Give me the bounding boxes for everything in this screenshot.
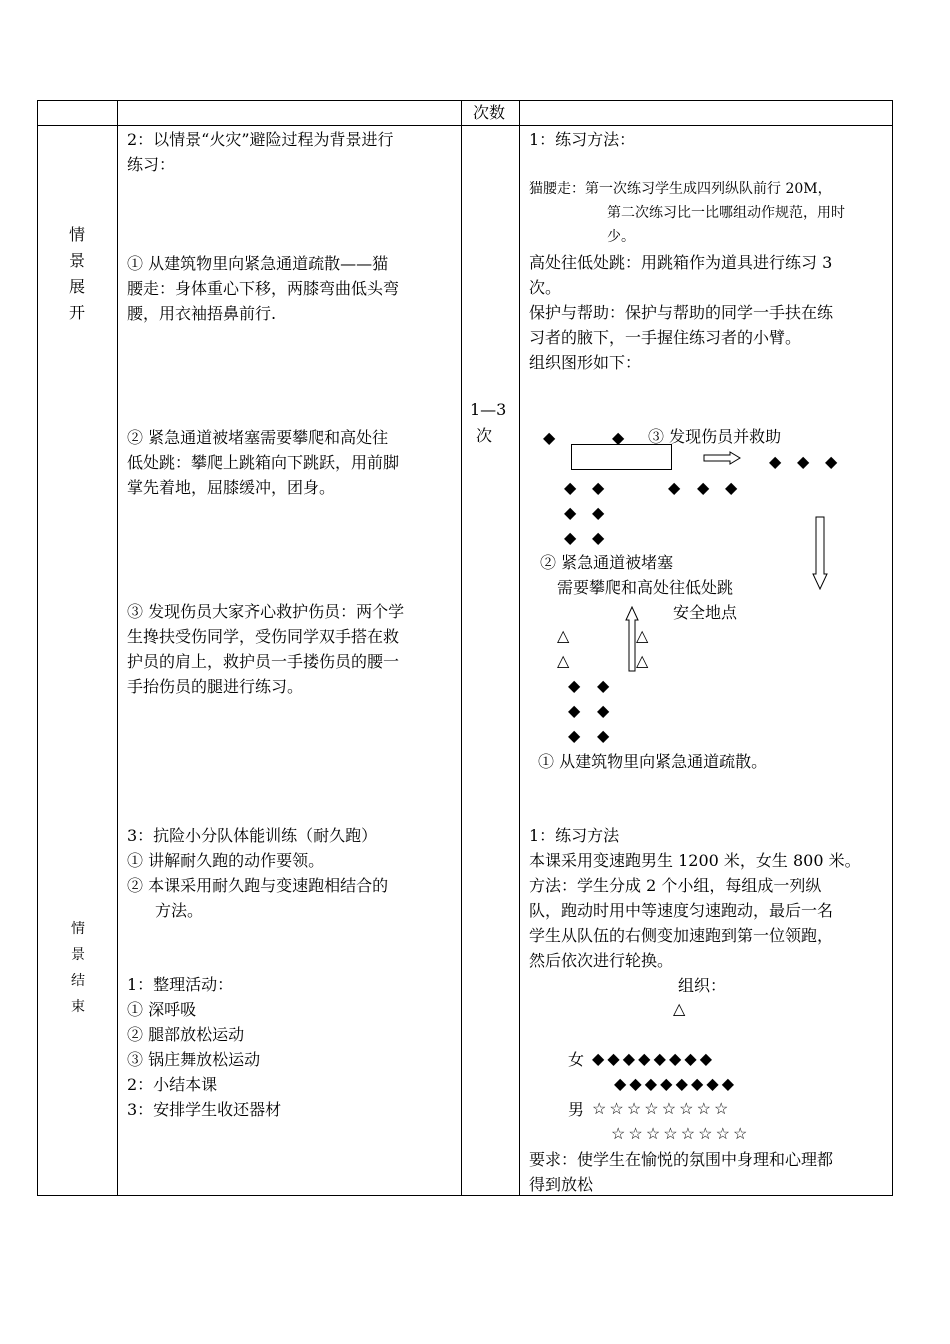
content-line: 3：安排学生收还器材 (127, 1100, 282, 1119)
content-line: ① 从建筑物里向紧急通道疏散——猫 (127, 254, 389, 273)
diamond-marker: ◆ (564, 503, 577, 522)
diamond-marker: ◆ (592, 478, 605, 497)
method-line: 队，跑动时用中等速度匀速跑动，最后一名 (529, 901, 834, 920)
diagram-label-evacuate: ① 从建筑物里向紧急通道疏散。 (538, 752, 768, 771)
male-row: ☆ ☆ ☆ ☆ ☆ ☆ ☆ ☆ (611, 1124, 748, 1143)
diamond-marker: ◆ (568, 726, 581, 745)
table-bottom-border (37, 1195, 893, 1196)
content-line: 生搀扶受伤同学，受伤同学双手搭在救 (127, 627, 400, 646)
requirement-line: 得到放松 (529, 1175, 594, 1194)
method-line: 猫腰走：第一次练习学生成四列纵队前行 20M， (529, 181, 832, 197)
content-line: ③ 锅庄舞放松运动 (127, 1050, 261, 1069)
phase-label-end: 情景结束 (71, 921, 85, 1015)
triangle-marker: △ (636, 651, 649, 670)
diamond-marker: ◆ (668, 478, 681, 497)
content-line: 2：小结本课 (127, 1075, 218, 1094)
header-times: 次数 (473, 103, 506, 122)
content-line: 护员的肩上，救护员一手搂伤员的腰一 (127, 652, 400, 671)
diagram-label-safe: 安全地点 (673, 603, 738, 622)
diamond-marker: ◆ (592, 503, 605, 522)
phase-label-start: 情景展开 (68, 225, 85, 322)
diamond-marker: ◆ (612, 428, 625, 447)
times-unit: 次 (476, 426, 493, 445)
content-line: 腰，用衣袖捂鼻前行. (127, 304, 277, 323)
diamond-marker: ◆ (597, 676, 610, 695)
times-value: 1—3 (470, 400, 507, 419)
col-border-2 (117, 100, 118, 1196)
col-border-1 (37, 100, 38, 1196)
diamond-marker: ◆ (597, 701, 610, 720)
diamond-marker: ◆ (592, 528, 605, 547)
method-line: 少。 (607, 229, 635, 245)
col-border-4 (519, 100, 520, 1196)
diamond-marker: ◆ (769, 452, 782, 471)
diagram-label-climb: 需要攀爬和高处往低处跳 (557, 578, 734, 597)
org-label: 组织： (678, 976, 727, 995)
content-line: 3：抗险小分队体能训练（耐久跑） (127, 826, 378, 845)
method-line: 组织图形如下： (529, 353, 642, 372)
content-line: 1：整理活动： (127, 975, 234, 994)
male-row: ☆ ☆ ☆ ☆ ☆ ☆ ☆ ☆ (592, 1099, 729, 1118)
diagram-label-rescue: ③ 发现伤员并救助 (648, 427, 782, 446)
diagram-label-blocked: ② 紧急通道被堵塞 (540, 553, 674, 572)
diamond-marker: ◆ (597, 726, 610, 745)
method-heading: 1：练习方法： (529, 130, 636, 149)
female-row: ◆ ◆ ◆ ◆ ◆ ◆ ◆ ◆ (614, 1074, 735, 1093)
method-line: 学生从队伍的右侧变加速跑到第一位领跑， (529, 926, 834, 945)
content-line: ① 讲解耐久跑的动作要领。 (127, 851, 325, 870)
header-row-border (37, 125, 893, 126)
female-label: 女 (568, 1050, 585, 1069)
table-top-border (37, 100, 893, 101)
content-line: 腰走：身体重心下移，两膝弯曲低头弯 (127, 279, 400, 298)
col-border-3 (461, 100, 462, 1196)
col-border-5 (892, 100, 893, 1196)
female-row: ◆ ◆ ◆ ◆ ◆ ◆ ◆ ◆ (592, 1049, 713, 1068)
content-line: 方法。 (155, 901, 204, 920)
method-line: 本课采用变速跑男生 1200 米，女生 800 米。 (529, 851, 861, 870)
content-line: ① 深呼吸 (127, 1000, 197, 1019)
diamond-marker: ◆ (797, 452, 810, 471)
diamond-marker: ◆ (568, 701, 581, 720)
diamond-marker: ◆ (825, 452, 838, 471)
triangle-marker: △ (557, 626, 570, 645)
diamond-marker: ◆ (697, 478, 710, 497)
triangle-marker: △ (557, 651, 570, 670)
triangle-marker: △ (636, 626, 649, 645)
method-line: 第二次练习比一比哪组动作规范，用时 (607, 205, 845, 221)
content-line: ③ 发现伤员大家齐心救护伤员：两个学 (127, 602, 405, 621)
content-line: ② 本课采用耐久跑与变速跑相结合的 (127, 876, 389, 895)
method-line: 1：练习方法 (529, 826, 620, 845)
content-line: 练习： (127, 155, 176, 174)
requirement-line: 要求：使学生在愉悦的氛围中身理和心理都 (529, 1150, 834, 1169)
method-line: 高处往低处跳：用跳箱作为道具进行练习 3 (529, 253, 833, 272)
male-label: 男 (568, 1100, 585, 1119)
content-line: 掌先着地，屈膝缓冲，团身。 (127, 478, 336, 497)
arrow-down-icon (812, 516, 828, 590)
content-line: ② 腿部放松运动 (127, 1025, 245, 1044)
content-line: 2：以情景“火灾”避险过程为背景进行 (127, 130, 394, 149)
vaulting-box (571, 444, 672, 470)
method-line: 次。 (529, 278, 562, 297)
content-line: 低处跳：攀爬上跳箱向下跳跃，用前脚 (127, 453, 400, 472)
method-line: 保护与帮助：保护与帮助的同学一手扶在练 (529, 303, 834, 322)
method-line: 方法：学生分成 2 个小组，每组成一列纵 (529, 876, 822, 895)
diamond-marker: ◆ (564, 528, 577, 547)
method-line: 然后依次进行轮换。 (529, 951, 674, 970)
diamond-marker: ◆ (568, 676, 581, 695)
arrow-right-icon (703, 451, 741, 465)
teacher-triangle: △ (673, 999, 686, 1018)
content-line: 手抬伤员的腿进行练习。 (127, 677, 304, 696)
method-line: 习者的腋下，一手握住练习者的小臂。 (529, 328, 802, 347)
content-line: ② 紧急通道被堵塞需要攀爬和高处往 (127, 428, 389, 447)
diamond-marker: ◆ (543, 428, 556, 447)
diamond-marker: ◆ (725, 478, 738, 497)
diamond-marker: ◆ (564, 478, 577, 497)
